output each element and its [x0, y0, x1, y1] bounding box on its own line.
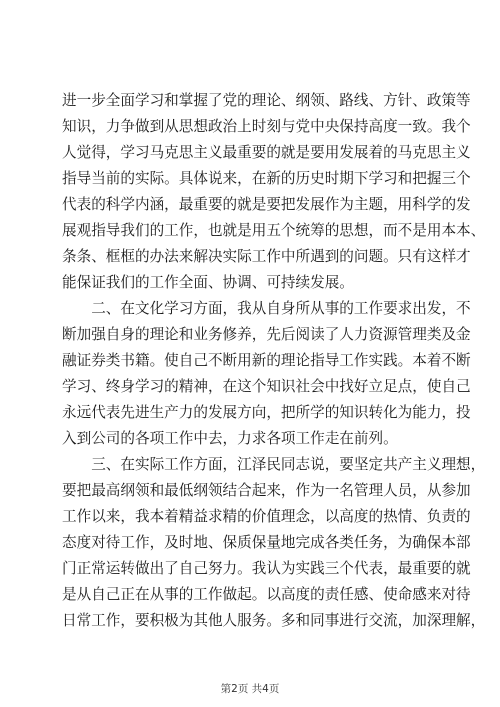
text-line: 断加强自身的理论和业务修养，先后阅读了人力资源管理类及金 — [62, 326, 471, 343]
text-line: 条条、框框的办法来解决实际工作中所遇到的问题。只有这样才 — [62, 248, 471, 265]
text-line: 要把最高纲领和最低纲领结合起来，作为一名管理人员，从参加 — [62, 482, 471, 499]
paragraph-3-first-line: 三、在实际工作方面，江泽民同志说，要坚定共产主义理想， — [62, 456, 486, 473]
text-line: 人觉得，学习马克思主义最重要的就是要用发展着的马克思主义 — [62, 144, 471, 161]
text-line: 展观指导我们的工作，也就是用五个统筹的思想，而不是用本本、 — [62, 222, 486, 239]
text-line: 知识，力争做到从思想政治上时刻与党中央保持高度一致。我个 — [62, 118, 471, 135]
text-line: 融证券类书籍。使自己不断用新的理论指导工作实践。本着不断 — [62, 352, 471, 369]
page-number-footer: 第2页 共4页 — [220, 683, 280, 695]
text-line: 指导当前的实际。具体说来，在新的历史时期下学习和把握三个 — [62, 170, 471, 187]
text-line: 门正常运转做出了自己努力。我认为实践三个代表，最重要的就 — [62, 560, 471, 577]
text-line: 进一步全面学习和掌握了党的理论、纲领、路线、方针、政策等 — [62, 92, 471, 109]
text-line: 是从自己正在从事的工作做起。以高度的责任感、使命感来对待 — [62, 586, 471, 603]
text-line: 代表的科学内涵，最重要的就是要把发展作为主题，用科学的发 — [62, 196, 471, 213]
text-line: 态度对待工作，及时地、保质保量地完成各类任务，为确保本部 — [62, 534, 471, 551]
text-line: 入到公司的各项工作中去，力求各项工作走在前列。 — [62, 430, 398, 447]
text-line: 工作以来，我本着精益求精的价值理念，以高度的热情、负责的 — [62, 508, 471, 525]
text-line: 学习、终身学习的精神，在这个知识社会中找好立足点，使自己 — [62, 378, 471, 395]
text-line: 日常工作，要积极为其他人服务。多和同事进行交流，加深理解， — [62, 612, 486, 629]
paragraph-2-first-line: 二、在文化学习方面，我从自身所从事的工作要求出发，不 — [62, 300, 471, 317]
text-line: 能保证我们的工作全面、协调、可持续发展。 — [62, 274, 354, 291]
text-line: 永远代表先进生产力的发展方向，把所学的知识转化为能力，投 — [62, 404, 471, 421]
